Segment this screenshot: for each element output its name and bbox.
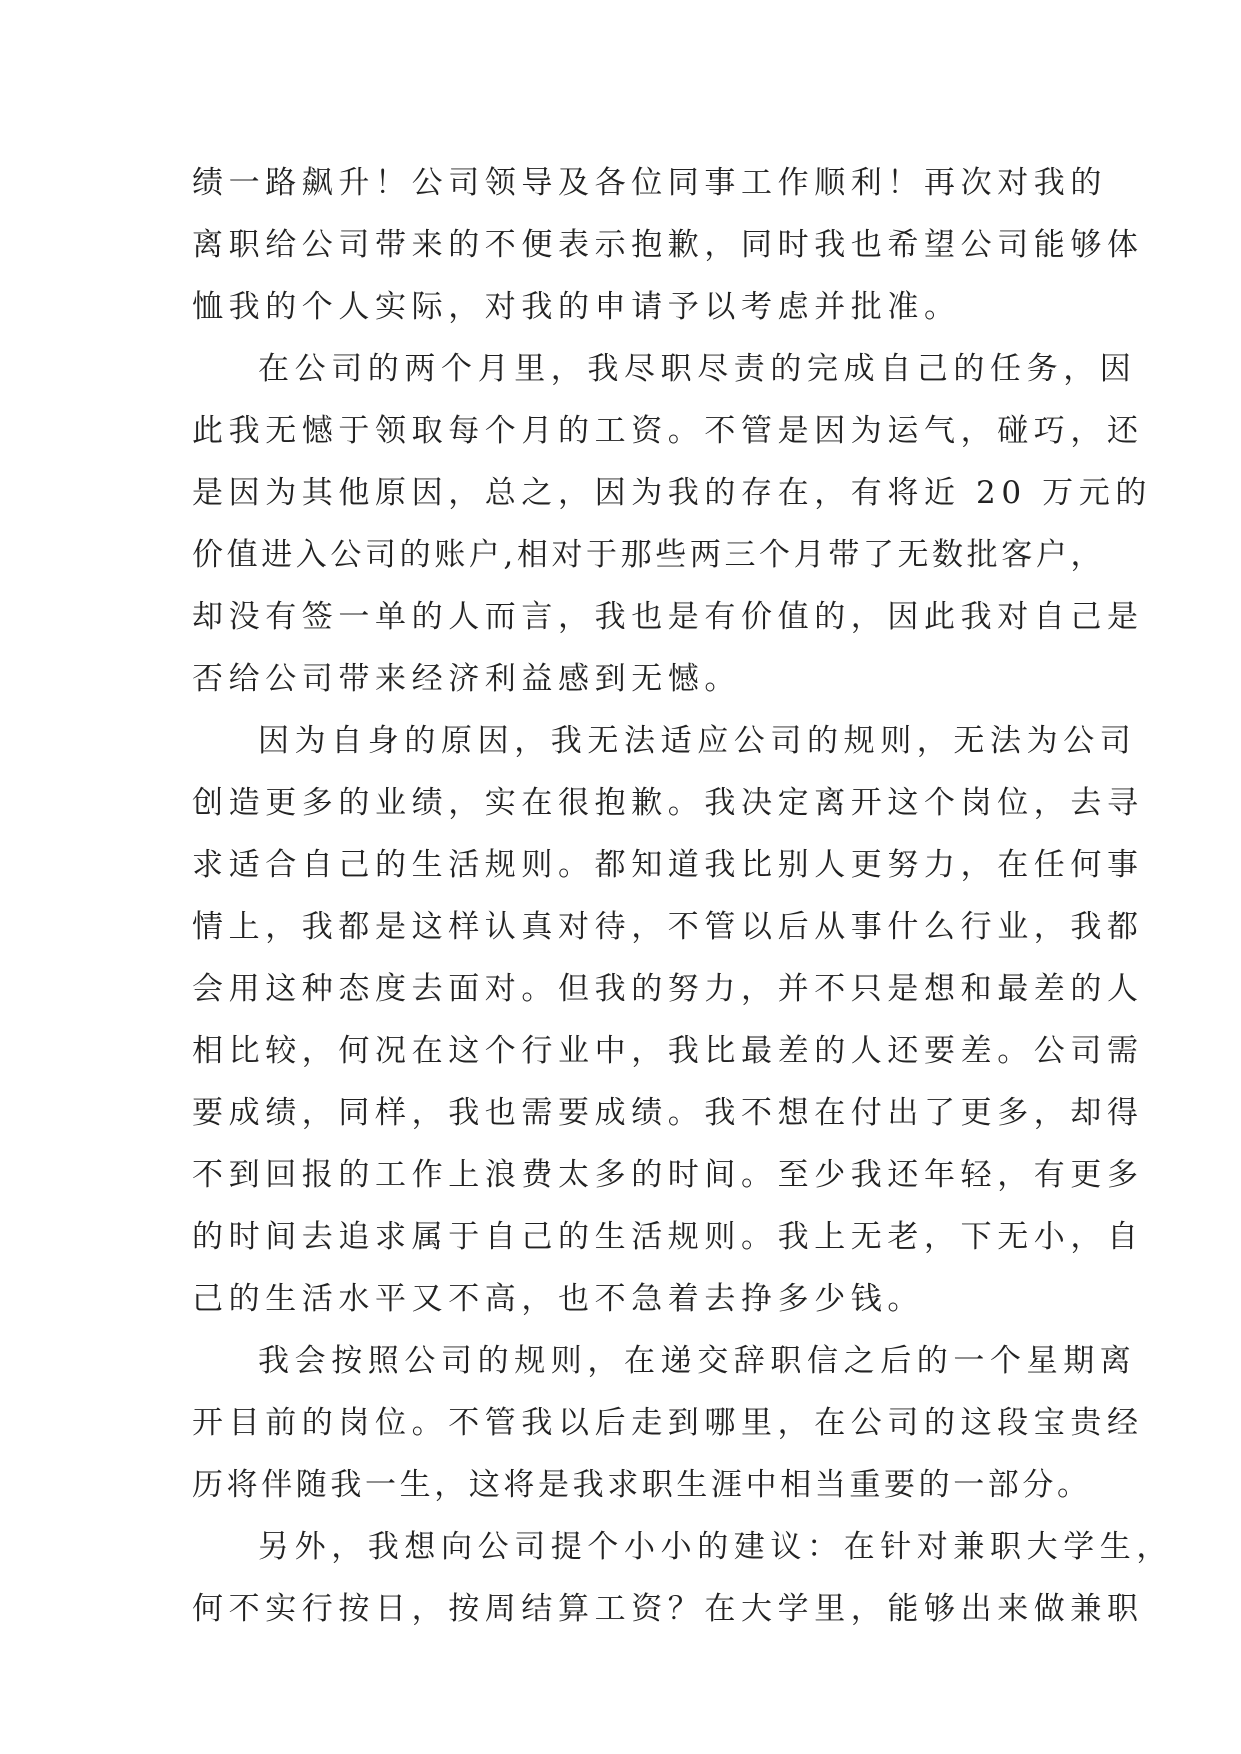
text-line: 何不实行按日，按周结算工资？在大学里，能够出来做兼职	[192, 1591, 1144, 1627]
text-line: 情上，我都是这样认真对待，不管以后从事什么行业，我都	[192, 909, 1144, 945]
text-line: 此我无憾于领取每个月的工资。不管是因为运气，碰巧，还	[192, 413, 1144, 449]
text-line: 要成绩，同样，我也需要成绩。我不想在付出了更多，却得	[192, 1095, 1144, 1131]
paragraph-first-line: 另外，我想向公司提个小小的建议：在针对兼职大学生，	[258, 1529, 1173, 1565]
text-line: 否给公司带来经济利益感到无憾。	[192, 661, 741, 697]
text-line: 绩一路飙升！公司领导及各位同事工作顺利！再次对我的	[192, 165, 1107, 201]
letter-body	[192, 152, 1173, 1640]
text-line: 历将伴随我一生，这将是我求职生涯中相当重要的一部分。	[192, 1467, 1092, 1503]
paragraph-first-line: 我会按照公司的规则，在递交辞职信之后的一个星期离	[258, 1343, 1137, 1379]
text-line: 恤我的个人实际，对我的申请予以考虑并批准。	[192, 289, 961, 325]
text-line: 是因为其他原因，总之，因为我的存在，有将近 20 万元的	[192, 475, 1152, 511]
text-line: 己的生活水平又不高，也不急着去挣多少钱。	[192, 1281, 924, 1317]
text-line: 离职给公司带来的不便表示抱歉，同时我也希望公司能够体	[192, 227, 1144, 263]
text-line: 的时间去追求属于自己的生活规则。我上无老，下无小，自	[192, 1219, 1144, 1255]
text-line: 不到回报的工作上浪费太多的时间。至少我还年轻，有更多	[192, 1157, 1144, 1193]
text-line: 却没有签一单的人而言，我也是有价值的，因此我对自己是	[192, 599, 1144, 635]
text-line: 开目前的岗位。不管我以后走到哪里，在公司的这段宝贵经	[192, 1405, 1144, 1441]
paragraph-first-line: 因为自身的原因，我无法适应公司的规则，无法为公司	[258, 723, 1137, 759]
text-line: 价值进入公司的账户,相对于那些两三个月带了无数批客户，	[192, 537, 1106, 573]
paragraph-first-line: 在公司的两个月里，我尽职尽责的完成自己的任务，因	[258, 351, 1137, 387]
text-line: 会用这种态度去面对。但我的努力，并不只是想和最差的人	[192, 971, 1144, 1007]
text-line: 相比较，何况在这个行业中，我比最差的人还要差。公司需	[192, 1033, 1144, 1069]
text-line: 求适合自己的生活规则。都知道我比别人更努力，在任何事	[192, 847, 1144, 883]
text-line: 创造更多的业绩，实在很抱歉。我决定离开这个岗位，去寻	[192, 785, 1144, 821]
